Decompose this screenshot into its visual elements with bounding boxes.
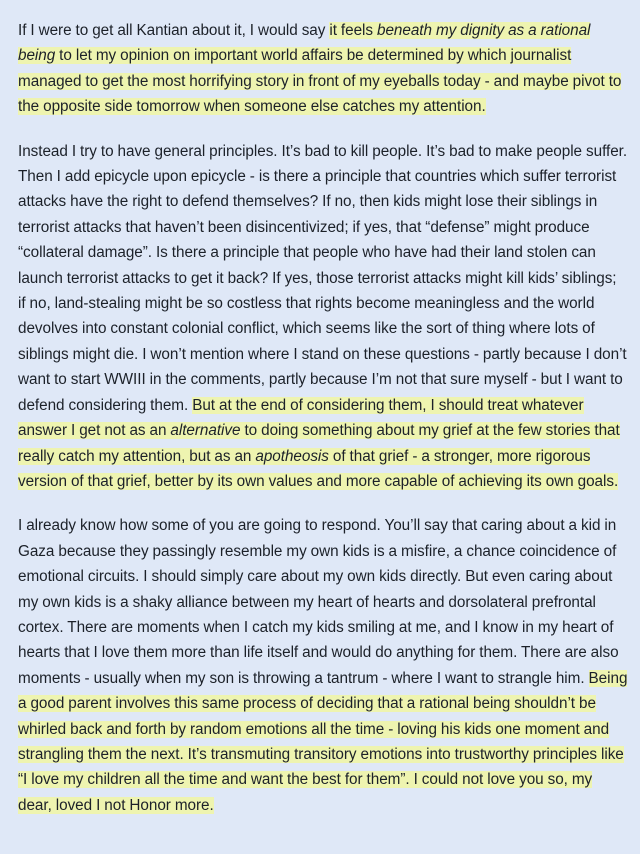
text-segment: If I were to get all Kantian about it, I would say <box>18 22 330 39</box>
highlighted-text: to doing something about my grief at the few stories that really catch my attention, but as an <box>18 422 620 465</box>
highlighted-emphasis-text: apotheosis <box>255 447 329 465</box>
highlighted-text: Being a good parent involves this same process of deciding that a rational being shouldn’t be whirled back and forth by random emotions all the time - loving his kids one moment and strangling them the next. It’s transmuting transitory emotions into trustworthy principles like “I love my children all the time and want the best for them”. I could not love you so, my dear, loved I not Honor more. <box>18 669 628 814</box>
highlighted-emphasis-text: alternative <box>170 422 241 440</box>
paragraph-1 <box>18 18 628 120</box>
text-segment: I already know how some of you are going to respond. You’ll say that caring about a kid in Gaza because they passingly resemble my own kids is a misfire, a chance coincidence of emotional circuits. I should simply care about my own kids directly. But even caring about my own kids is a shaky alliance between my heart of hearts and dorsolateral prefrontal cortex. There are moments when I catch my kids smiling at me, and I know in my heart of hearts that I love them more than life itself and would do anything for them. There are also moments - usually when my son is throwing a tantrum - where I want to strangle him. <box>18 517 619 687</box>
paragraph-3 <box>18 513 628 818</box>
paragraph-2 <box>18 139 628 495</box>
text-segment: Instead I try to have general principles. It’s bad to kill people. It’s bad to make people suffer. Then I add epicycle upon epicycle - is there a principle that countries which suffer terrorist attacks have the right to defend themselves? If no, then kids might lose their siblings in terrorist attacks that haven’t been disincentivized; if yes, that “defense” might produce “collateral damage”. Is there a principle that people who have had their land stolen can launch terrorist attacks to get it back? If yes, those terrorist attacks might kill kids’ siblings; if no, land-stealing might be so costless that rights become meaningless and the world devolves into constant colonial conflict, which seems like the sort of thing where lots of siblings might die. I won’t mention where I stand on these questions - partly because I don’t want to start WWIII in the comments, partly because I’m not that sure myself - but I want to defend considering them. <box>18 142 628 414</box>
highlighted-text: it feels <box>329 22 377 39</box>
highlighted-text: to let my opinion on important world affairs be determined by which journalist managed to get the most horrifying story in front of my eyeballs today - and maybe pivot to the opposite side tomorrow when someone else catches my attention. <box>18 47 622 116</box>
highlighted-emphasis-text: beneath my dignity as a rational being <box>18 22 591 65</box>
highlighted-text: But at the end of considering them, I should treat whatever answer I get not as an <box>18 396 584 440</box>
highlighted-text: of that grief - a stronger, more rigorous version of that grief, better by its own values and more capable of achieving its own goals. <box>18 447 619 490</box>
